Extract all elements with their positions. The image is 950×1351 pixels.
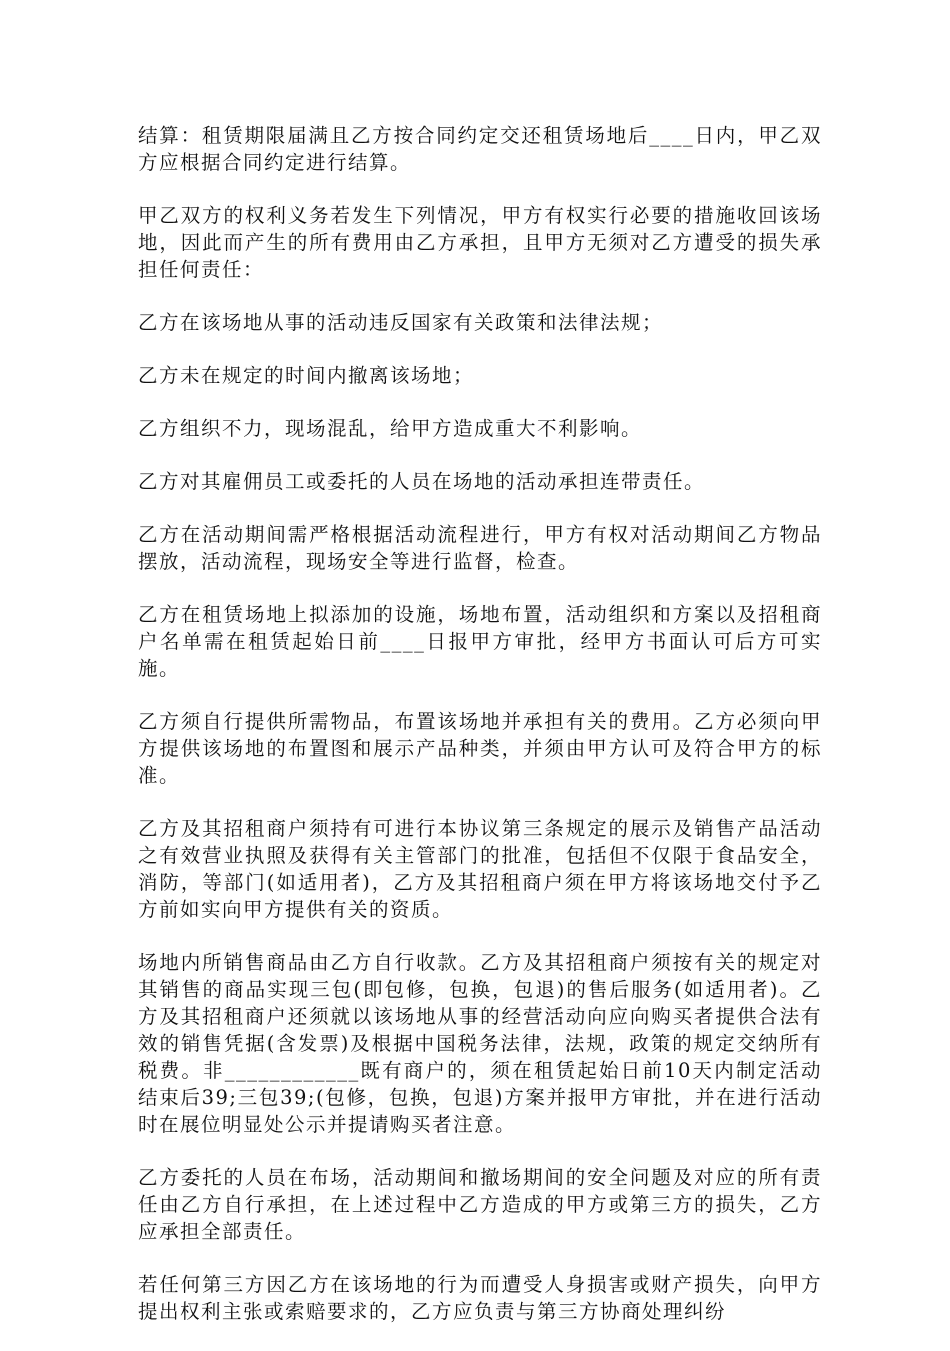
paragraph-third-party-claims: 若任何第三方因乙方在该场地的行为而遭受人身损害或财产损失，向甲方提出权利主张或索赔要求的，乙方应负责与第三方协商处理纠纷 [138, 1273, 822, 1323]
paragraph-supplies-layout: 乙方须自行提供所需物品，布置该场地并承担有关的费用。乙方必须向甲方提供该场地的布置图和展示产品种类，并须由甲方认可及符合甲方的标准。 [138, 710, 822, 787]
paragraph-failure-to-vacate: 乙方未在规定的时间内撤离该场地； [138, 364, 475, 387]
paragraph-violation-laws: 乙方在该场地从事的活动违反国家有关政策和法律法规； [138, 311, 664, 334]
paragraph-rights-obligations: 甲乙双方的权利义务若发生下列情况，甲方有权实行必要的措施收回该场地，因此而产生的所有费用由乙方承担，且甲方无须对乙方遭受的损失承担任何责任： [138, 204, 822, 281]
paragraph-settlement: 结算：租赁期限届满且乙方按合同约定交还租赁场地后____日内，甲乙双方应根据合同约定进行结算。 [138, 124, 822, 174]
paragraph-facility-approval: 乙方在租赁场地上拟添加的设施，场地布置，活动组织和方案以及招租商户名单需在租赁起始日前____日报甲方审批，经甲方书面认可后方可实施。 [138, 603, 822, 680]
paragraph-activity-supervision: 乙方在活动期间需严格根据活动流程进行，甲方有权对活动期间乙方物品摆放，活动流程，现场安全等进行监督，检查。 [138, 523, 822, 573]
paragraph-licenses: 乙方及其招租商户须持有可进行本协议第三条规定的展示及销售产品活动之有效营业执照及获得有关主管部门的批准，包括但不仅限于食品安全，消防，等部门(如适用者)，乙方及其招租商户须在甲方将该场地交付予乙方前如实向甲方提供有关的资质。 [138, 817, 822, 921]
paragraph-poor-organization: 乙方组织不力，现场混乱，给甲方造成重大不利影响。 [138, 417, 643, 440]
paragraph-safety-responsibility: 乙方委托的人员在布场，活动期间和撤场期间的安全问题及对应的所有责任由乙方自行承担，在上述过程中乙方造成的甲方或第三方的损失，乙方应承担全部责任。 [138, 1166, 822, 1243]
paragraph-joint-liability: 乙方对其雇佣员工或委托的人员在场地的活动承担连带责任。 [138, 470, 706, 493]
document-body [138, 122, 822, 1351]
paragraph-sales-and-taxes: 场地内所销售商品由乙方自行收款。乙方及其招租商户须按有关的规定对其销售的商品实现三包(即包修，包换，包退)的售后服务(如适用者)。乙方及其招租商户还须就以该场地从事的经营活动向应向购买者提供合法有效的销售凭据(含发票)及根据中国税务法律，法规，政策的规定交纳所有税费。非____________既有商户的，须在租赁起始日前10天内制定活动结束后39;三包39;(包修，包换，包退)方案并报甲方审批，并在进行活动时在展位明显处公示并提请购买者注意。 [138, 951, 822, 1136]
